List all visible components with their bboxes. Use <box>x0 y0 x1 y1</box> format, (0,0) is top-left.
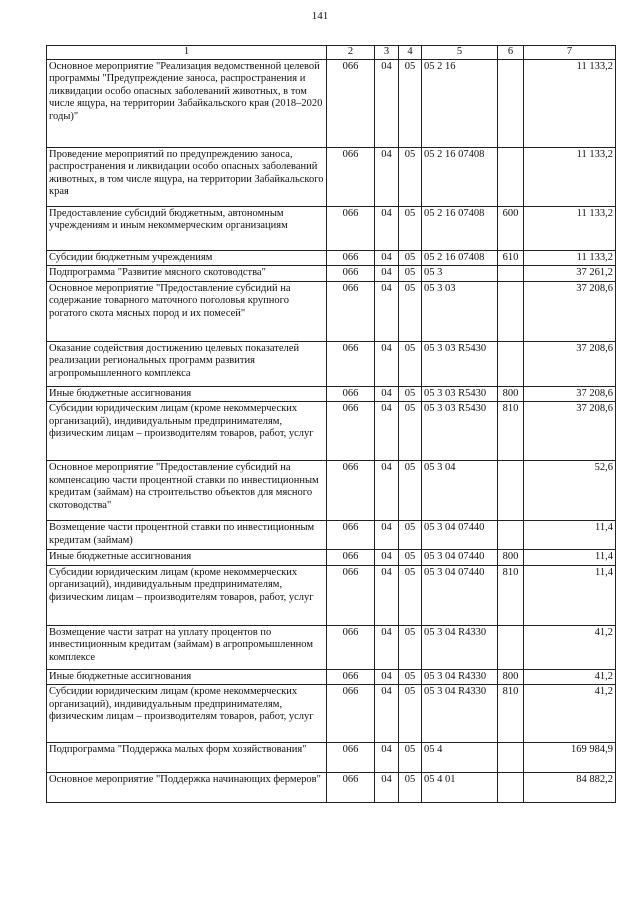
row-name: Основное мероприятие "Реализация ведомственной целевой программы "Предупреждение заноса, распространения и ликвидации особо опасных заболеваний животных, в том числе ящура, на территории Забайкальского края (2018–2020 годы)" <box>47 59 327 147</box>
row-type <box>498 59 524 147</box>
row-name: Возмещение части затрат на уплату процентов по инвестиционным кредитам (займам) в агропромышленном комплексе <box>47 625 327 669</box>
row-section: 04 <box>375 281 399 341</box>
row-type <box>498 461 524 521</box>
row-ministry: 066 <box>327 281 375 341</box>
row-section: 04 <box>375 625 399 669</box>
row-subsection: 05 <box>399 386 422 402</box>
row-subsection: 05 <box>399 206 422 250</box>
table-row <box>47 281 616 341</box>
row-ministry: 066 <box>327 743 375 773</box>
row-type <box>498 266 524 282</box>
row-target: 05 3 04 07440 <box>422 521 498 550</box>
row-section: 04 <box>375 743 399 773</box>
row-name: Субсидии юридическим лицам (кроме некоммерческих организаций), индивидуальным предпринимателям, физическим лицам – производителям товаров, работ, услуг <box>47 685 327 743</box>
table-row <box>47 250 616 266</box>
col-header-type: 6 <box>498 46 524 60</box>
row-type <box>498 147 524 206</box>
row-section: 04 <box>375 565 399 625</box>
row-ministry: 066 <box>327 341 375 386</box>
table-row <box>47 773 616 803</box>
row-type: 810 <box>498 402 524 461</box>
row-section: 04 <box>375 266 399 282</box>
row-amount: 11 133,2 <box>524 250 616 266</box>
row-subsection: 05 <box>399 625 422 669</box>
row-target: 05 3 03 R5430 <box>422 402 498 461</box>
table-row <box>47 402 616 461</box>
row-target: 05 2 16 07408 <box>422 147 498 206</box>
row-ministry: 066 <box>327 59 375 147</box>
row-section: 04 <box>375 685 399 743</box>
row-subsection: 05 <box>399 743 422 773</box>
row-name: Проведение мероприятий по предупреждению заноса, распространения и ликвидации особо опасных заболеваний животных, в том числе ящура, на территории Забайкальского края <box>47 147 327 206</box>
row-target: 05 3 04 07440 <box>422 550 498 566</box>
table-row <box>47 521 616 550</box>
row-amount: 37 208,6 <box>524 341 616 386</box>
table-row <box>47 386 616 402</box>
row-section: 04 <box>375 59 399 147</box>
row-target: 05 3 04 <box>422 461 498 521</box>
row-target: 05 3 03 R5430 <box>422 386 498 402</box>
row-target: 05 4 <box>422 743 498 773</box>
row-amount: 41,2 <box>524 669 616 685</box>
row-type: 800 <box>498 386 524 402</box>
row-ministry: 066 <box>327 565 375 625</box>
row-target: 05 2 16 07408 <box>422 250 498 266</box>
row-subsection: 05 <box>399 266 422 282</box>
row-name: Иные бюджетные ассигнования <box>47 386 327 402</box>
row-type: 810 <box>498 565 524 625</box>
row-type <box>498 521 524 550</box>
row-target: 05 4 01 <box>422 773 498 803</box>
header-row <box>47 46 616 60</box>
row-name: Предоставление субсидий бюджетным, автономным учреждениям и иным некоммерческим организациям <box>47 206 327 250</box>
row-section: 04 <box>375 206 399 250</box>
row-type: 600 <box>498 206 524 250</box>
row-ministry: 066 <box>327 266 375 282</box>
row-ministry: 066 <box>327 206 375 250</box>
row-target: 05 3 04 07440 <box>422 565 498 625</box>
row-type <box>498 773 524 803</box>
row-amount: 11,4 <box>524 521 616 550</box>
row-target: 05 3 04 R4330 <box>422 625 498 669</box>
table-row <box>47 341 616 386</box>
row-subsection: 05 <box>399 685 422 743</box>
row-ministry: 066 <box>327 685 375 743</box>
row-ministry: 066 <box>327 521 375 550</box>
row-target: 05 3 03 <box>422 281 498 341</box>
table-row <box>47 206 616 250</box>
row-section: 04 <box>375 341 399 386</box>
row-type <box>498 341 524 386</box>
row-amount: 11 133,2 <box>524 59 616 147</box>
row-name: Иные бюджетные ассигнования <box>47 669 327 685</box>
col-header-ministry: 2 <box>327 46 375 60</box>
row-section: 04 <box>375 521 399 550</box>
row-section: 04 <box>375 402 399 461</box>
row-name: Возмещение части процентной ставки по инвестиционным кредитам (займам) <box>47 521 327 550</box>
col-header-section: 3 <box>375 46 399 60</box>
row-amount: 11 133,2 <box>524 206 616 250</box>
row-type: 610 <box>498 250 524 266</box>
table-row <box>47 669 616 685</box>
row-amount: 37 208,6 <box>524 386 616 402</box>
row-section: 04 <box>375 147 399 206</box>
row-name: Основное мероприятие "Предоставление субсидий на содержание товарного маточного поголовья крупного рогатого скота мясных пород и их помесей" <box>47 281 327 341</box>
row-ministry: 066 <box>327 461 375 521</box>
row-ministry: 066 <box>327 250 375 266</box>
row-ministry: 066 <box>327 402 375 461</box>
row-amount: 11,4 <box>524 550 616 566</box>
row-amount: 37 208,6 <box>524 402 616 461</box>
row-name: Оказание содействия достижению целевых показателей реализации региональных программ развития агропромышленного комплекса <box>47 341 327 386</box>
row-amount: 41,2 <box>524 685 616 743</box>
row-amount: 41,2 <box>524 625 616 669</box>
row-target: 05 3 04 R4330 <box>422 669 498 685</box>
row-name: Субсидии бюджетным учреждениям <box>47 250 327 266</box>
row-subsection: 05 <box>399 461 422 521</box>
table-row <box>47 550 616 566</box>
row-subsection: 05 <box>399 773 422 803</box>
row-ministry: 066 <box>327 147 375 206</box>
col-header-amount: 7 <box>524 46 616 60</box>
col-header-subsection: 4 <box>399 46 422 60</box>
row-section: 04 <box>375 669 399 685</box>
row-target: 05 2 16 07408 <box>422 206 498 250</box>
row-section: 04 <box>375 773 399 803</box>
row-ministry: 066 <box>327 669 375 685</box>
row-type <box>498 625 524 669</box>
row-amount: 11 133,2 <box>524 147 616 206</box>
row-subsection: 05 <box>399 250 422 266</box>
row-name: Подпрограмма "Развитие мясного скотоводства" <box>47 266 327 282</box>
table-row <box>47 461 616 521</box>
row-name: Основное мероприятие "Предоставление субсидий на компенсацию части процентной ставки по инвестиционным кредитам (займам) на строительство объектов для мясного скотоводства" <box>47 461 327 521</box>
row-subsection: 05 <box>399 59 422 147</box>
table-row <box>47 266 616 282</box>
row-target: 05 3 <box>422 266 498 282</box>
row-type: 800 <box>498 669 524 685</box>
row-type: 810 <box>498 685 524 743</box>
row-type: 800 <box>498 550 524 566</box>
row-section: 04 <box>375 386 399 402</box>
row-name: Основное мероприятие "Поддержка начинающих фермеров" <box>47 773 327 803</box>
row-ministry: 066 <box>327 773 375 803</box>
row-name: Субсидии юридическим лицам (кроме некоммерческих организаций), индивидуальным предпринимателям, физическим лицам – производителям товаров, работ, услуг <box>47 565 327 625</box>
row-subsection: 05 <box>399 669 422 685</box>
row-amount: 37 261,2 <box>524 266 616 282</box>
row-subsection: 05 <box>399 550 422 566</box>
row-name: Подпрограмма "Поддержка малых форм хозяйствования" <box>47 743 327 773</box>
row-subsection: 05 <box>399 521 422 550</box>
table-row <box>47 565 616 625</box>
table-row <box>47 625 616 669</box>
row-amount: 169 984,9 <box>524 743 616 773</box>
row-subsection: 05 <box>399 281 422 341</box>
row-section: 04 <box>375 461 399 521</box>
row-subsection: 05 <box>399 341 422 386</box>
table-row <box>47 685 616 743</box>
page-number: 141 <box>311 10 329 22</box>
row-amount: 37 208,6 <box>524 281 616 341</box>
row-type <box>498 281 524 341</box>
budget-table <box>46 45 616 803</box>
col-header-target: 5 <box>422 46 498 60</box>
row-amount: 52,6 <box>524 461 616 521</box>
row-subsection: 05 <box>399 147 422 206</box>
row-subsection: 05 <box>399 565 422 625</box>
row-subsection: 05 <box>399 402 422 461</box>
row-target: 05 3 04 R4330 <box>422 685 498 743</box>
row-name: Субсидии юридическим лицам (кроме некоммерческих организаций), индивидуальным предпринимателям, физическим лицам – производителям товаров, работ, услуг <box>47 402 327 461</box>
row-ministry: 066 <box>327 625 375 669</box>
col-header-name: 1 <box>47 46 327 60</box>
table-row <box>47 743 616 773</box>
row-amount: 84 882,2 <box>524 773 616 803</box>
row-target: 05 2 16 <box>422 59 498 147</box>
row-section: 04 <box>375 550 399 566</box>
row-section: 04 <box>375 250 399 266</box>
table-row <box>47 59 616 147</box>
row-ministry: 066 <box>327 386 375 402</box>
row-ministry: 066 <box>327 550 375 566</box>
row-amount: 11,4 <box>524 565 616 625</box>
row-name: Иные бюджетные ассигнования <box>47 550 327 566</box>
row-type <box>498 743 524 773</box>
table-row <box>47 147 616 206</box>
row-target: 05 3 03 R5430 <box>422 341 498 386</box>
